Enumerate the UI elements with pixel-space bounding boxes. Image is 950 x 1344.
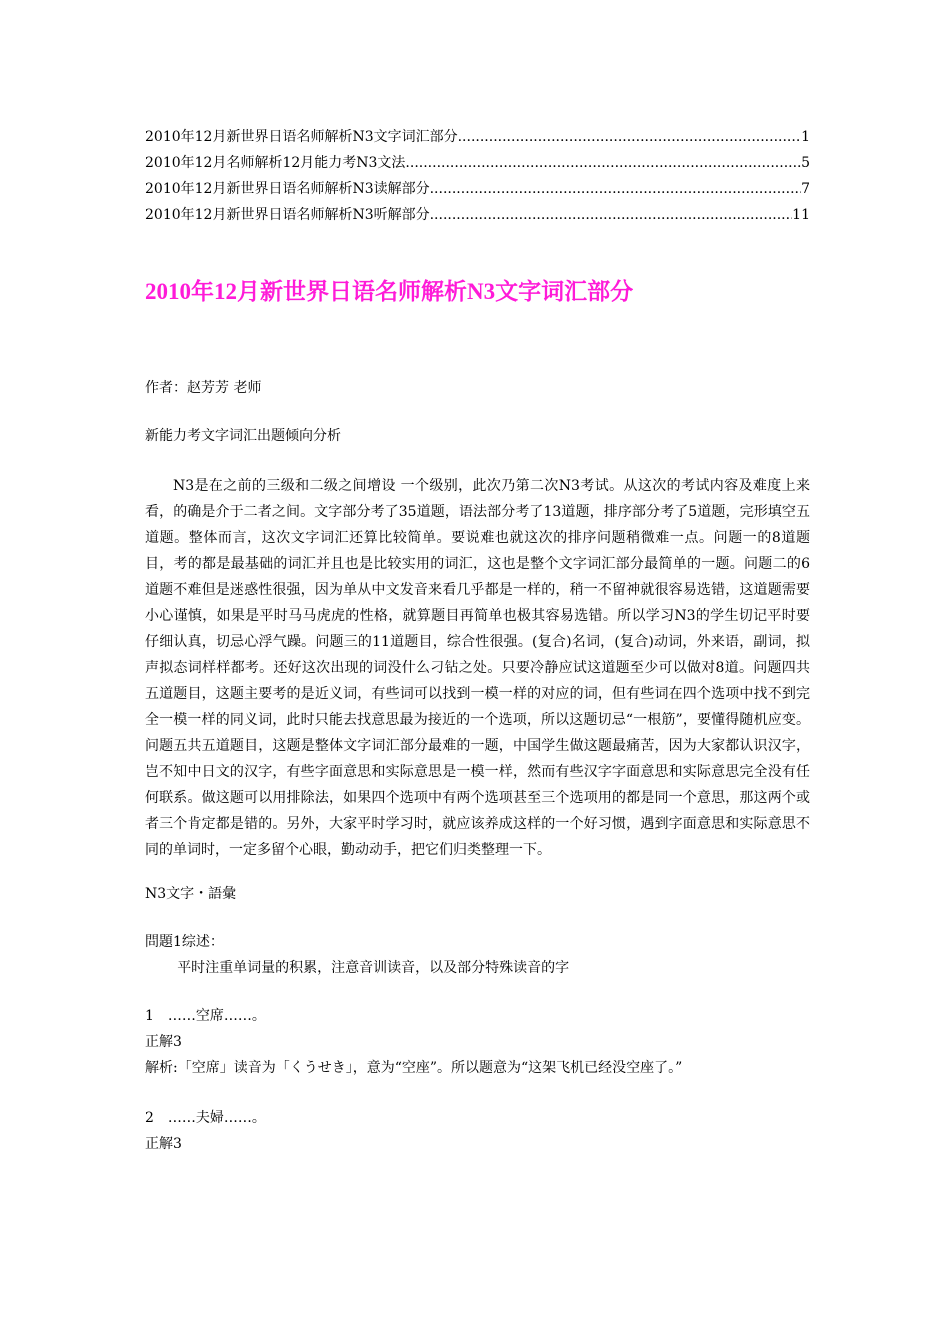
answer-text: 正解3: [145, 1034, 182, 1050]
answer-text: 正解3: [145, 1136, 182, 1152]
question-item: [145, 1003, 810, 1081]
question-item: [145, 1105, 810, 1157]
toc-entry-page: 1: [801, 129, 810, 145]
toc-entry-title: 2010年12月新世界日语名师解析N3听解部分: [145, 207, 430, 223]
toc-entry-title: 2010年12月名师解析12月能力考N3文法: [145, 155, 406, 171]
problem-1-title: 問題1综述：: [145, 934, 224, 950]
toc-dot-leader: [458, 124, 801, 150]
question-text: 2 ……夫婦……。: [145, 1110, 266, 1126]
toc-entry[interactable]: [145, 202, 810, 228]
vocab-section-title: N3文字・語彙: [145, 886, 237, 902]
problem-1-summary: 平时注重单词量的积累，注意音训读音，以及部分特殊读音的字: [177, 960, 570, 976]
analysis-title: 新能力考文字词汇出题倾向分析: [145, 428, 341, 444]
toc-dot-leader: [430, 202, 793, 228]
toc-entry-page: 5: [801, 155, 810, 171]
document-page: [145, 124, 810, 1157]
author-line: 作者：赵芳芳 老师: [145, 380, 262, 396]
toc-entry-page: 7: [801, 181, 810, 197]
section-heading: 2010年12月新世界日语名师解析N3文字词汇部分: [145, 279, 634, 304]
toc-entry-title: 2010年12月新世界日语名师解析N3文字词汇部分: [145, 129, 458, 145]
toc-entry[interactable]: [145, 124, 810, 150]
toc-entry-page: 11: [792, 207, 810, 223]
toc-entry[interactable]: [145, 150, 810, 176]
table-of-contents: [145, 124, 810, 228]
toc-dot-leader: [430, 176, 801, 202]
explanation-text: 解析:「空席」读音为「くうせき」，意为“空座”。所以题意为“这架飞机已经没空座了。”: [145, 1060, 683, 1076]
toc-dot-leader: [405, 150, 801, 176]
analysis-paragraph: N3是在之前的三级和二级之间增设 一个级别，此次乃第二次N3考试。从这次的考试内容及难度上来看，的确是介于二者之间。文字部分考了35道题，语法部分考了13道题，排序部分考了5道题，完形填空五道题。整体而言，这次文字词汇还算比较简单。要说难也就这次的排序问题稍微难一点。问题一的8道题目，考的都是最基础的词汇并且也是比较实用的词汇，这也是整个文字词汇部分最简单的一题。问题二的6道题不难但是迷惑性很强，因为单从中文发音来看几乎都是一样的，稍一不留神就很容易选错，这道题需要小心谨慎，如果是平时马马虎虎的性格，就算题目再简单也极其容易选错。所以学习N3的学生切记平时要仔细认真，切忌心浮气躁。问题三的11道题目，综合性很强。(复合)名词，(复合)动词，外来语，副词，拟声拟态词样样都考。还好这次出现的词没什么刁钻之处。只要冷静应试这道题至少可以做对8道。问题四共五道题目，这题主要考的是近义词，有些词可以找到一模一样的对应的词，但有些词在四个选项中找不到完全一模一样的同义词，此时只能去找意思最为接近的一个选项，所以这题切忌“一根筋”，要懂得随机应变。问题五共五道题目，这题是整体文字词汇部分最难的一题，中国学生做这题最痛苦，因为大家都认识汉字，岂不知中日文的汉字，有些字面意思和实际意思是一模一样，然而有些汉字字面意思和实际意思完全没有任何联系。做这题可以用排除法，如果四个选项中有两个选项甚至三个选项用的都是同一个意思，那这两个或者三个肯定都是错的。另外，大家平时学习时，就应该养成这样的一个好习惯，遇到字面意思和实际意思不同的单词时，一定多留个心眼，勤动动手，把它们归类整理一下。: [145, 478, 810, 858]
question-text: 1 ……空席……。: [145, 1008, 266, 1024]
toc-entry-title: 2010年12月新世界日语名师解析N3读解部分: [145, 181, 430, 197]
toc-entry[interactable]: [145, 176, 810, 202]
